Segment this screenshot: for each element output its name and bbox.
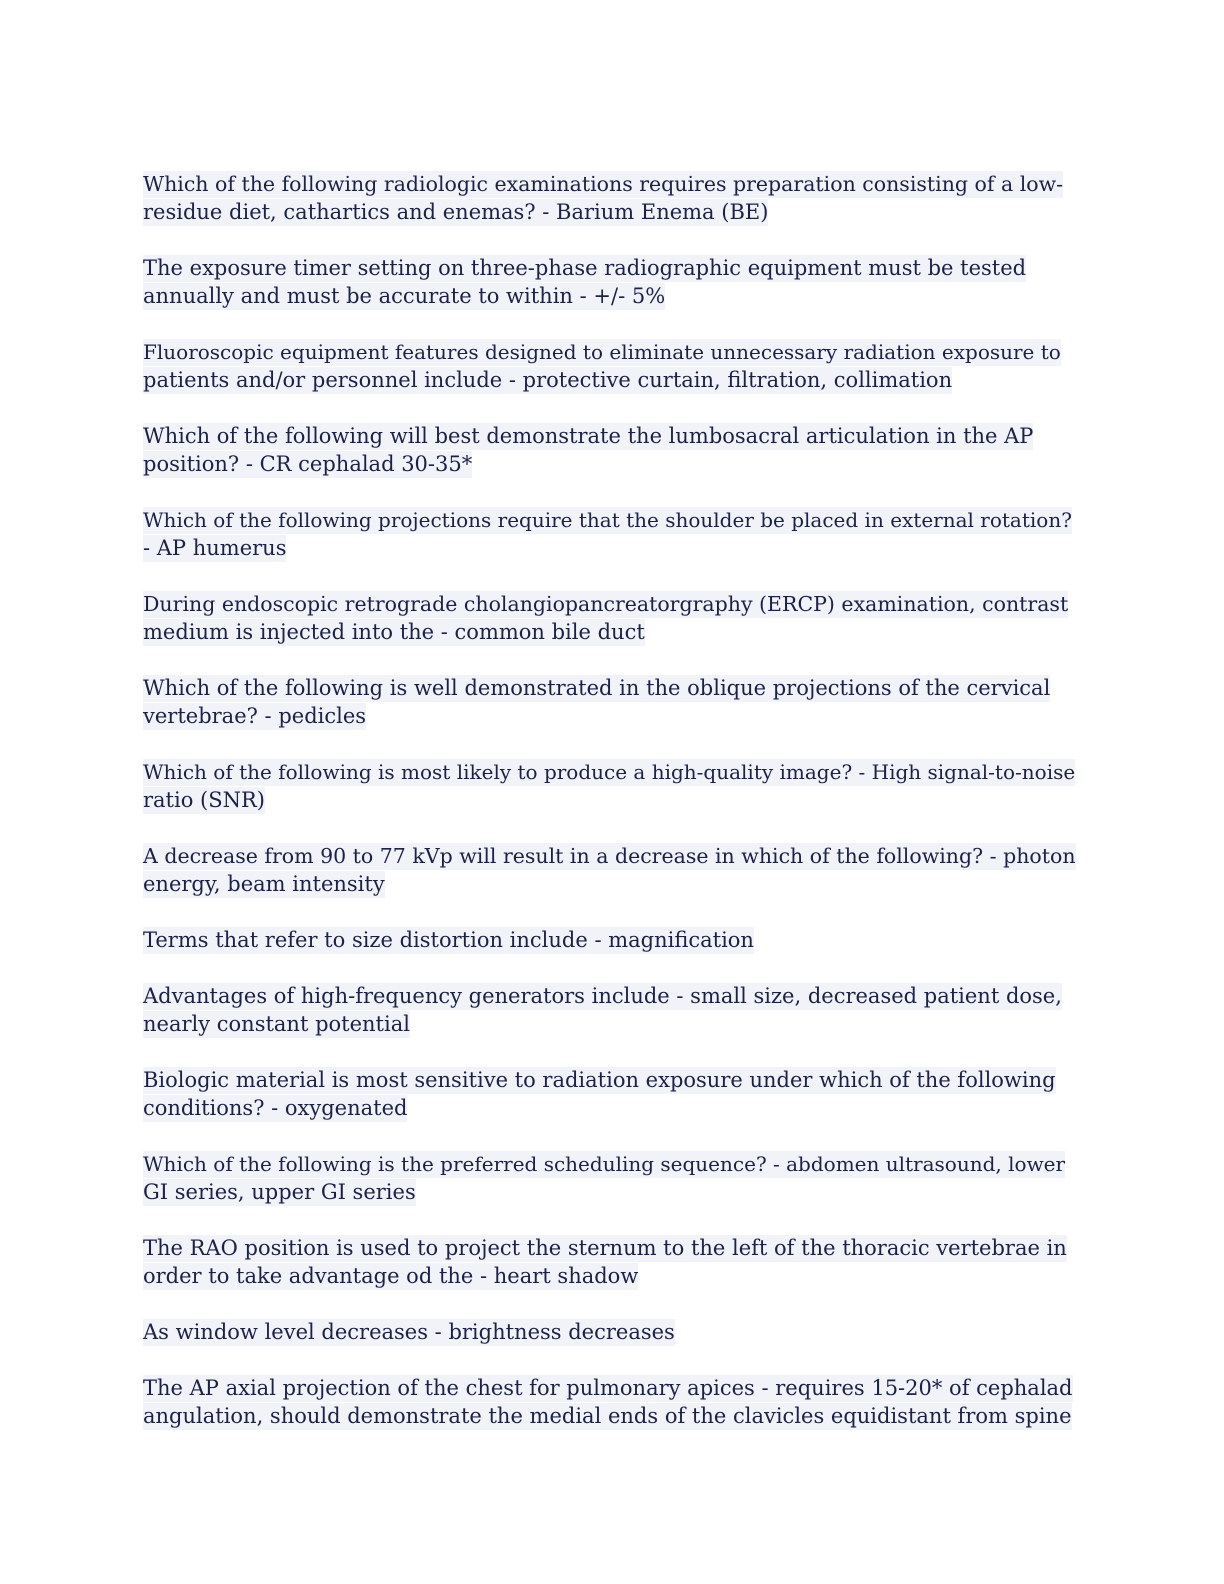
qa-item [143,842,1083,898]
qa-text-line: Which of the following will best demonstrate the lumbosacral articulation in the AP [143,424,1034,448]
qa-item [143,982,1083,1038]
qa-text-line: Which of the following projections require that the shoulder be placed in external rotation? [143,508,1072,532]
qa-item [143,1374,1083,1430]
qa-text-line: A decrease from 90 to 77 kVp will result in a decrease in which of the following? - photon [143,844,1076,868]
qa-text-line: Which of the following radiologic examinations requires preparation consisting of a low- [143,172,1064,196]
qa-text-line: vertebrae? - pedicles [143,704,367,728]
qa-text-line: The RAO position is used to project the sternum to the left of the thoracic vertebrae in [143,1236,1067,1260]
qa-text-line: Which of the following is most likely to produce a high-quality image? - High signal-to-noise [143,760,1076,784]
qa-item [143,1234,1083,1290]
qa-text-line: ratio (SNR) [143,788,265,812]
qa-text-line: Which of the following is well demonstrated in the oblique projections of the cervical [143,676,1051,700]
qa-text-line: position? - CR cephalad 30-35* [143,452,473,476]
qa-item [143,254,1083,310]
qa-item [143,926,1083,954]
qa-item [143,506,1083,562]
qa-text-line: - AP humerus [143,536,287,560]
qa-text-line: During endoscopic retrograde cholangiopancreatorgraphy (ERCP) examination, contrast [143,592,1069,616]
qa-item [143,170,1083,226]
qa-text-line: order to take advantage od the - heart shadow [143,1264,639,1288]
qa-text-line: The exposure timer setting on three-phase radiographic equipment must be tested [143,256,1027,280]
qa-text-line: annually and must be accurate to within - +/- 5% [143,284,666,308]
qa-item [143,422,1083,478]
qa-text-line: residue diet, cathartics and enemas? - Barium Enema (BE) [143,200,769,224]
qa-item [143,1150,1083,1206]
qa-text-line: conditions? - oxygenated [143,1096,408,1120]
qa-item [143,1066,1083,1122]
qa-text-line: GI series, upper GI series [143,1180,416,1204]
qa-text-line: Advantages of high-frequency generators include - small size, decreased patient dose, [143,984,1062,1008]
qa-text-line: nearly constant potential [143,1012,410,1036]
qa-text-line: patients and/or personnel include - protective curtain, filtration, collimation [143,368,953,392]
qa-text-line: The AP axial projection of the chest for pulmonary apices - requires 15-20* of cephalad [143,1376,1073,1400]
qa-item [143,1318,1083,1346]
qa-text-line: medium is injected into the - common bile duct [143,620,645,644]
qa-text-line: Terms that refer to size distortion include - magnification [143,928,754,952]
qa-text-line: Biologic material is most sensitive to radiation exposure under which of the following [143,1068,1056,1092]
qa-item [143,674,1083,730]
qa-text-line: Fluoroscopic equipment features designed to eliminate unnecessary radiation exposure to [143,340,1061,364]
qa-text-line: Which of the following is the preferred scheduling sequence? - abdomen ultrasound, lower [143,1152,1066,1176]
qa-item [143,338,1083,394]
document-page [143,170,1083,1458]
qa-text-line: energy, beam intensity [143,872,385,896]
qa-item [143,758,1083,814]
qa-item [143,590,1083,646]
qa-text-line: angulation, should demonstrate the medial ends of the clavicles equidistant from spine [143,1404,1072,1428]
qa-text-line: As window level decreases - brightness decreases [143,1320,675,1344]
